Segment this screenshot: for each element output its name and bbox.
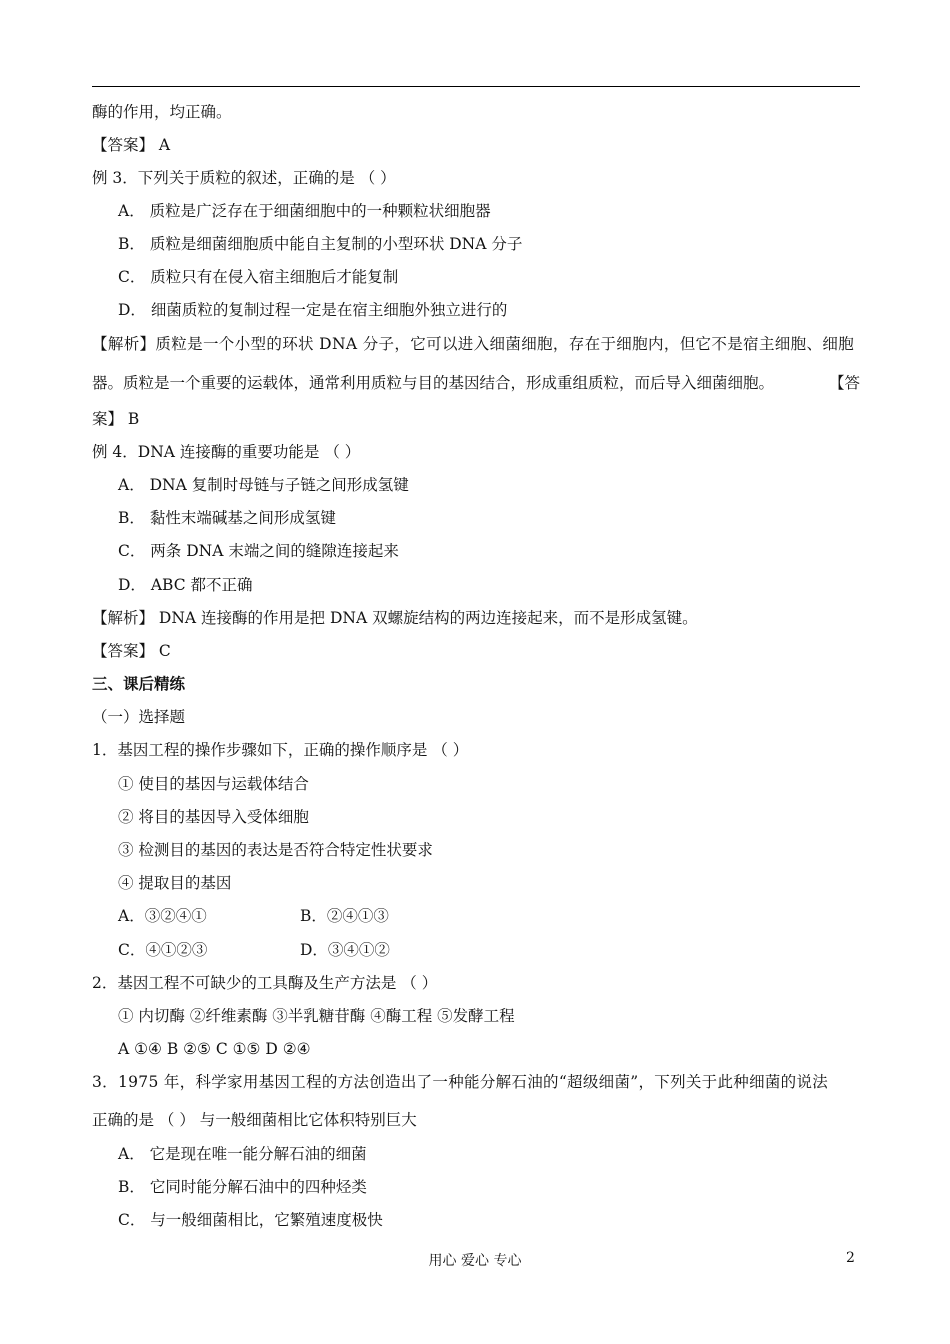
analysis-text: 器。质粒是一个重要的运载体，通常利用质粒与目的基因结合，形成重组质粒，而后导入细菌细胞。 [92,374,775,392]
choice-list: ① 内切酶 ②纤维素酶 ③半乳糖苷酶 ④酶工程 ⑤发酵工程 [118,1007,515,1025]
option-d: D．③④①② [300,941,390,959]
question-example-4: 例 4．DNA 连接酶的重要功能是 （ ） [92,443,361,461]
question-example-3: 例 3．下列关于质粒的叙述，正确的是 （ ） [92,169,396,187]
answer-line: 【答案】 A [92,136,171,154]
section-heading: 三、课后精练 [92,674,186,693]
option-row: A ①④ B ②⑤ C ①⑤ D ②④ [118,1040,311,1058]
answer-label: 【答 [828,374,860,392]
question-2: 2．基因工程不可缺少的工具酶及生产方法是 （ ） [92,974,438,992]
step-1: ① 使目的基因与运载体结合 [118,775,309,793]
option-b: B． 质粒是细菌细胞质中能自主复制的小型环状 DNA 分子 [118,235,523,253]
option-row [118,906,886,926]
option-c: C． 质粒只有在侵入宿主细胞后才能复制 [118,268,399,286]
analysis-line: 【解析】质粒是一个小型的环状 DNA 分子，它可以进入细菌细胞，存在于细胞内，但它不是宿主细胞、细胞 [92,335,855,353]
answer-line: 案】 B [92,410,140,428]
option-b: B．②④①③ [300,907,389,925]
page-number: 2 [846,1250,855,1266]
question-3-cont: 正确的是 （ ） 与一般细菌相比它体积特别巨大 [92,1111,417,1129]
subsection-heading: （一）选择题 [92,708,186,726]
analysis-line-cont [92,373,860,393]
option-b: B． 黏性末端碱基之间形成氢键 [118,509,336,527]
option-a: A． DNA 复制时母链与子链之间形成氢键 [118,476,409,494]
option-a: A．③②④① [118,907,207,925]
answer-line: 【答案】 C [92,642,171,660]
header-rule [92,86,860,87]
step-3: ③ 检测目的基因的表达是否符合特定性状要求 [118,841,433,859]
option-c: C． 与一般细菌相比，它繁殖速度极快 [118,1211,383,1229]
option-c: C． 两条 DNA 末端之间的缝隙连接起来 [118,542,399,560]
option-d: D． ABC 都不正确 [118,576,253,594]
question-1: 1．基因工程的操作步骤如下，正确的操作顺序是 （ ） [92,741,469,759]
question-3: 3．1975 年，科学家用基因工程的方法创造出了一种能分解石油的“超级细菌”，下列关于此种细菌的说法 [92,1073,829,1091]
option-c: C．④①②③ [118,941,208,959]
text-line: 酶的作用，均正确。 [92,103,232,121]
option-b: B． 它同时能分解石油中的四种烃类 [118,1178,367,1196]
option-a: A． 质粒是广泛存在于细菌细胞中的一种颗粒状细胞器 [118,202,491,220]
step-2: ② 将目的基因导入受体细胞 [118,808,309,826]
option-row [118,940,886,960]
footer-text: 用心 爱心 专心 [428,1253,522,1269]
step-4: ④ 提取目的基因 [118,874,232,892]
option-d: D． 细菌质粒的复制过程一定是在宿主细胞外独立进行的 [118,301,508,319]
analysis-line: 【解析】 DNA 连接酶的作用是把 DNA 双螺旋结构的两边连接起来，而不是形成氢键。 [92,609,698,627]
option-a: A． 它是现在唯一能分解石油的细菌 [118,1145,367,1163]
